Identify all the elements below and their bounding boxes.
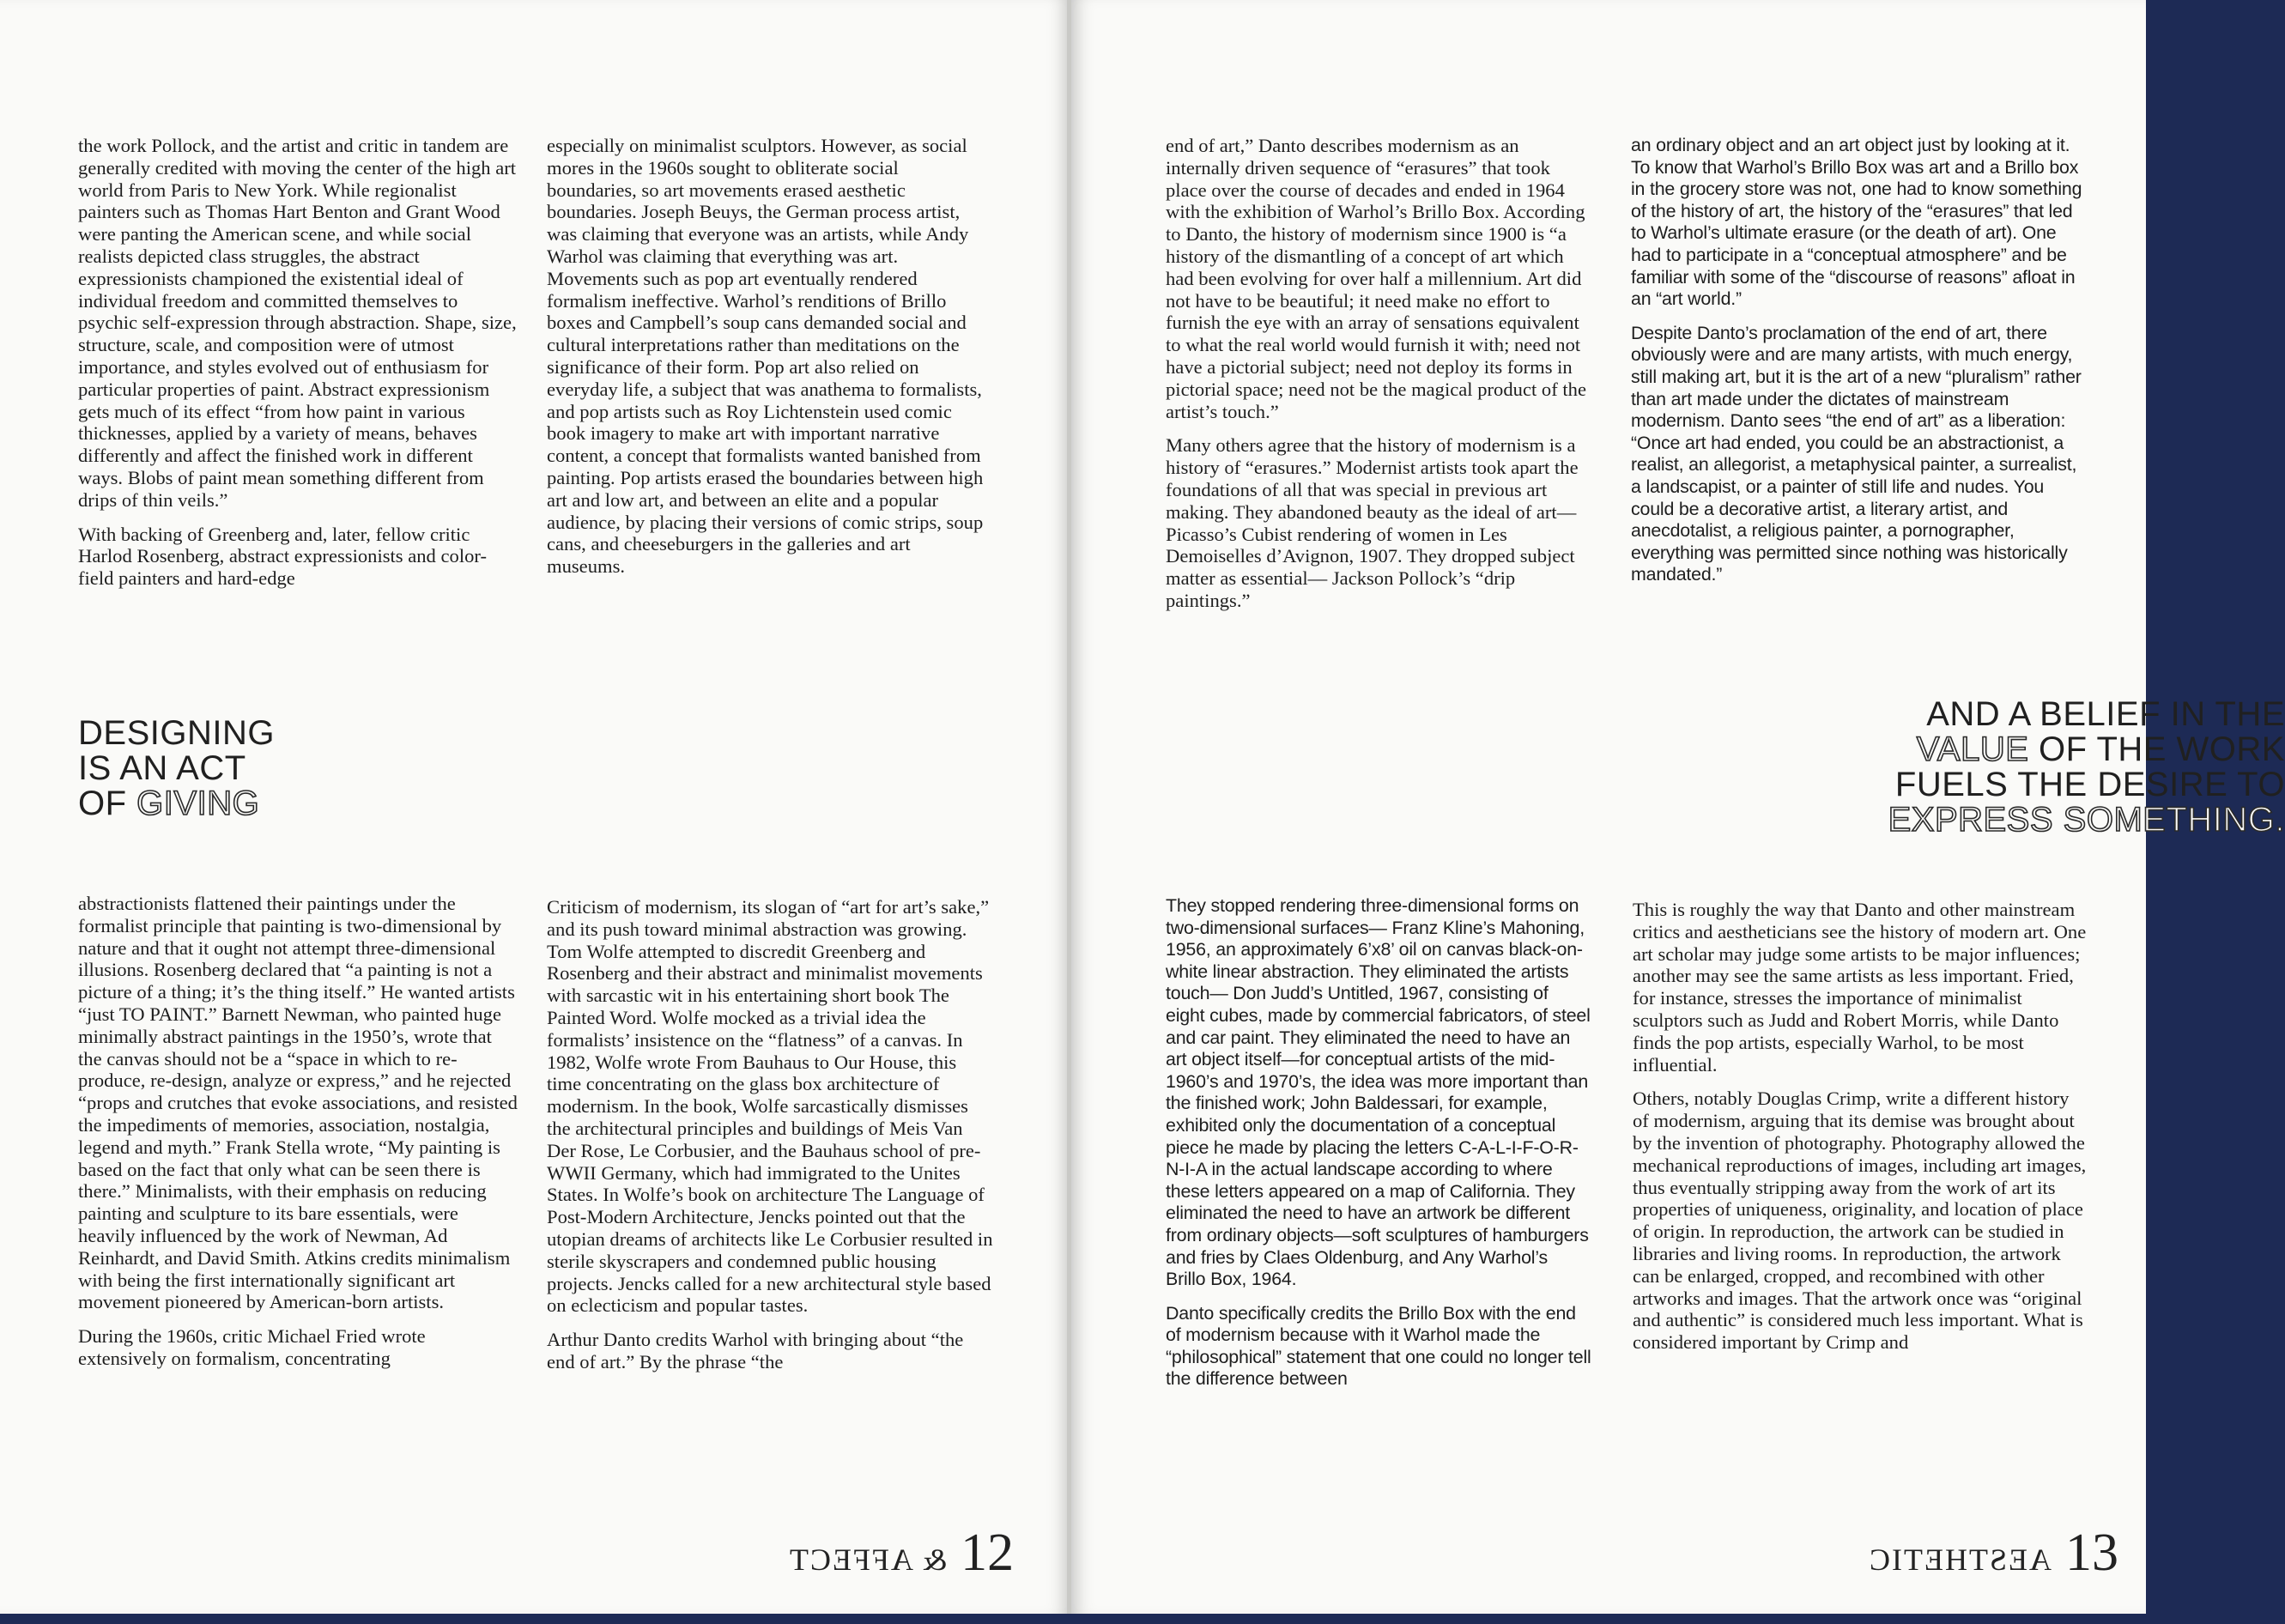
paragraph: especially on minimalist sculptors. However, as social mores in the 1960s sought to obliterate social boundaries, so art movements erased aesthetic boundaries. Joseph Beuys, the German process artist, was claiming that everyone was an artists, while Andy Warhol was claiming that everything was art. Movements such as pop art eventually rendered formalism ineffective. Warhol’s renditions of Brillo boxes and Campbell’s soup cans demanded social and cultural interpretations rather than meditations on the significance of their form. Pop art also relied on everyday life, a subject that was anathema to formalists, and pop artists such as Roy Lichtenstein used comic book imagery to make art with important narrative content, a concept that formalists wanted banished from painting. Pop artists erased the boundaries between high art and low art, and between an elite and a popular audience, by placing their versions of comic strips, soup cans, and cheeseburgers in the galleries and art museums. (547, 135, 984, 578)
heading-line: IS AN ACT (78, 749, 246, 787)
paragraph: During the 1960s, critic Michael Fried wrote extensively on formalism, concentrating (78, 1325, 426, 1369)
left-column-1-top (78, 135, 518, 602)
heading-outline-word: VALUE (1916, 730, 2029, 768)
paragraph: Others, notably Douglas Crimp, write a different history of modernism, arguing that its demise was brought about by the invention of photography. Photography allowed the mechanical reproductions of images, including art images, thus eventually stripping away from the work of art its properties of uniqueness, originality, and location of place of origin. In reproduction, the artwork can be studied in libraries and living rooms. In reproduction, the artwork can be enlarged, cropped, and recombined with other artworks and images. That the artwork once was “original and authentic” is considered much less important. What is considered important by Crimp and (1633, 1088, 2087, 1354)
page-number: 13 (2064, 1524, 2118, 1582)
paragraph: abstractionists flattened their paintings under the formalist principle that painting is two-dimensional by nature and that it ought not attempt three-dimensional illusions. Rosenberg declared that “a painting is not a picture of a thing; it’s the thing itself.” He wanted artists “just TO PAINT.” Barnett Newman, who painted huge minimally abstract paintings in the 1950’s, wrote that the canvas should not be a “space in which to re-produce, re-design, analyze or express,” and he rejected “props and crutches that evoke associations, and resisted the impediments of memories, association, nostalgia, legend and myth.” Frank Stella wrote, “My painting is based on the fact that only what can be seen there is there.” Minimalists, with their emphasis on reducing painting and sculpture to its bare essentials, were heavily influenced by the work of Newman, Ad Reinhardt, and David Smith. Atkins credits minimalism with being the first internationally significant art movement pioneered by American-born artists. (78, 893, 518, 1313)
left-column-2-bottom (547, 896, 993, 1385)
paragraph: Many others agree that the history of modernism is a history of “erasures.” Modernist artists took apart the foundations of all that was special in previous art making. They abandoned beauty as the ideal of art—Picasso’s Cubist rendering of women in Les Demoiselles d’Avignon, 1907. They dropped subject matter as essential— Jackson Pollock’s “drip paintings.” (1166, 434, 1579, 611)
page-folio (1868, 1524, 2118, 1582)
folio-label: AESTHETIC (1868, 1542, 2052, 1577)
page-number: 12 (961, 1524, 1015, 1582)
pull-quote-heading (1552, 697, 2285, 838)
left-page (0, 0, 1070, 1614)
heading-line: AND A BELIEF IN THE (1926, 695, 2285, 733)
heading-line (78, 786, 507, 821)
folio-label: & AFFECT (788, 1542, 948, 1577)
left-column-2-top (547, 135, 993, 590)
paragraph: Criticism of modernism, its slogan of “art for art’s sake,” and its push toward minimal abstraction was growing. Tom Wolfe attempted to discredit Greenberg and Rosenberg and their abstract and minimalist movements with sarcastic wit in his entertaining short book The Painted Word. Wolfe mocked as a trivial idea the formalists’ insistence on the “flatness” of a canvas. In 1982, Wolfe wrote From Bauhaus to Our House, this time concentrating on the glass box architecture of modernism. In the book, Wolfe sarcastically dismisses the architectural principles and buildings of Meis Van Der Rose, Le Corbusier, and the Bauhaus school of pre-WWII Germany, which had immigrated to the Unites States. In Wolfe’s book on architecture The Language of Post-Modern Architecture, Jencks pointed out that the utopian dreams of architects like Le Corbusier resulted in sterile skyscrapers and condemned public housing projects. Jencks called for a new architectural style based on eclecticism and popular tastes. (547, 896, 993, 1317)
background-strip (0, 1614, 2146, 1624)
page-folio (788, 1524, 1015, 1582)
heading-plain-word: OF (78, 785, 137, 822)
left-column-1-bottom (78, 893, 518, 1382)
paragraph: Danto specifically credits the Brillo Box with the end of modernism because with it Warhol made the “philosophical” statement that one could no longer tell the difference between (1166, 1302, 1591, 1390)
right-column-1-top (1166, 135, 1591, 624)
paragraph: the work Pollock, and the artist and critic in tandem are generally credited with moving the center of the high art world from Paris to New York. While regionalist painters such as Thomas Hart Benton and Grant Wood were panting the American scene, and while social realists depicted class struggles, the abstract expressionists championed the existential ideal of individual freedom and committed themselves to psychic self-expression through abstraction. Shape, size, structure, scale, and composition were of utmost importance, and styles evolved out of enthusiasm for particular properties of paint. Abstract expressionism gets much of its effect “from how paint in various thicknesses, applied by a variety of means, behaves differently and affect the finished work in different ways. Blobs of paint mean something different from drips of thin veils.” (78, 135, 517, 511)
heading-outline-line: EXPRESS SOMETHING. (1888, 801, 2285, 839)
heading-line: DESIGNING (78, 714, 275, 752)
heading-plain-word: OF THE WORK (2028, 730, 2285, 768)
paragraph: end of art,” Danto describes modernism as an internally driven sequence of “erasures” that took place over the course of decades and ended in 1964 with the exhibition of Warhol’s Brillo Box. According to Danto, the history of modernism since 1900 is “a history of the dismantling of a concept of art which had been evolving for over half a millennium. Art did not have to be beautiful; it need make no effort to furnish the eye with an array of sensations equivalent to what the real world would furnish it with; need not have a pictorial subject; need not deploy its forms in pictorial space; need not be the magical product of the artist’s touch.” (1166, 135, 1586, 422)
right-column-2-bottom (1633, 899, 2088, 1366)
right-column-1-bottom (1166, 895, 1591, 1403)
paragraph: an ordinary object and an art object just by looking at it. To know that Warhol’s Brillo Box was art and a Brillo box in the grocery store was not, one had to know something of the history of art, the history of the “erasures” that led to Warhol’s ultimate erasure (or the death of art). One had to participate in a “conceptual atmosphere” and be familiar with some of the “discourse of reasons” afloat in an “art world.” (1631, 135, 2082, 310)
paragraph: This is roughly the way that Danto and other mainstream critics and aestheticians see the history of modern art. One art scholar may judge some artists to be major influences; another may see the same artists as less important. Fried, for instance, stresses the importance of minimalist sculptors such as Judd and Robert Morris, while Danto finds the pop artists, especially Warhol, to be most influential. (1633, 899, 2087, 1076)
paragraph: They stopped rendering three-dimensional forms on two-dimensional surfaces— Franz Kline’s Mahoning, 1956, an approximately 6’x8’ oil on canvas black-on-white linear abstraction. They eliminated the artists touch— Don Judd’s Untitled, 1967, consisting of eight cubes, made by commercial fabricators, of steel and car paint. They eliminated the need to have an art object itself—for conceptual artists of the mid-1960’s and 1970’s, the idea was more important than the finished work; John Baldessari, for example, exhibited only the documentation of a conceptual piece he made by placing the letters C-A-L-I-F-O-R-N-I-A in the actual landscape according to where these letters appeared on a map of California. They eliminated the need to have an artwork be different from ordinary objects—soft sculptures of hamburgers and fries by Claes Oldenburg, and Any Warhol’s Brillo Box, 1964. (1166, 895, 1591, 1290)
heading-outline-word: GIVING (136, 785, 260, 822)
paragraph: Arthur Danto credits Warhol with bringing about “the end of art.” By the phrase “the (547, 1329, 964, 1373)
paragraph: With backing of Greenberg and, later, fellow critic Harlod Rosenberg, abstract expressionists and color-field painters and hard-edge (78, 523, 487, 590)
right-page (1071, 0, 2285, 1614)
pull-quote-heading (78, 716, 507, 821)
paragraph: Despite Danto’s proclamation of the end of art, there obviously were and are many artists, with much energy, still making art, but it is the art of a new “pluralism” rather than art made under the dictates of mainstream modernism. Danto sees “the end of art” as a liberation: “Once art had ended, you could be an abstractionist, a realist, an allegorist, a metaphysical painter, a surrealist, a landscapist, or a painter of still life and nudes. You could be a decorative artist, a literary artist, and anecdotalist, a religious painter, a pornographer, everything was permitted since nothing was historically mandated.” (1631, 322, 2082, 585)
heading-line: FUELS THE DESIRE TO (1894, 766, 2285, 803)
heading-line (1552, 732, 2285, 767)
right-column-2-top (1631, 135, 2082, 598)
